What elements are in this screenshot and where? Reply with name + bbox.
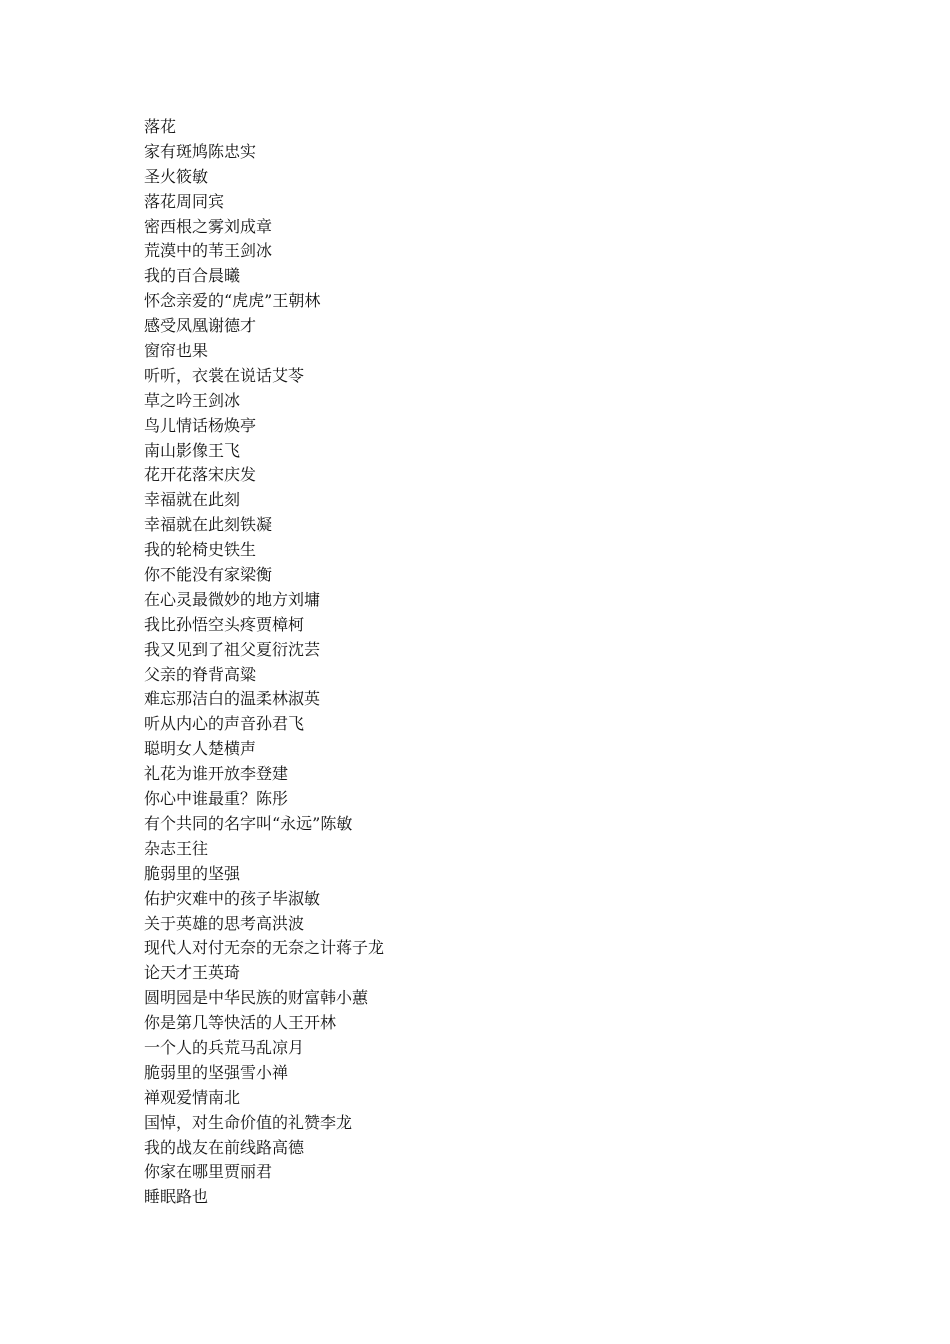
list-item: 难忘那洁白的温柔林淑英 bbox=[144, 689, 321, 709]
list-item: 佑护灾难中的孩子毕淑敏 bbox=[144, 888, 321, 908]
list-item: 我的战友在前线路高德 bbox=[144, 1137, 305, 1157]
list-item: 睡眠路也 bbox=[144, 1187, 209, 1207]
list-item: 我的百合晨曦 bbox=[144, 266, 241, 286]
list-item: 密西根之雾刘成章 bbox=[144, 216, 273, 236]
list-item: 花开花落宋庆发 bbox=[144, 465, 257, 485]
list-item: 南山影像王飞 bbox=[144, 440, 241, 460]
list-item: 圆明园是中华民族的财富韩小蕙 bbox=[144, 988, 369, 1008]
list-item: 鸟儿情话杨焕亭 bbox=[144, 415, 257, 435]
list-item: 在心灵最微妙的地方刘墉 bbox=[144, 589, 321, 609]
list-item: 家有斑鸠陈忠实 bbox=[144, 141, 257, 161]
list-item: 听听，衣裳在说话艾苓 bbox=[144, 365, 305, 385]
list-item: 有个共同的名字叫“永远”陈敏 bbox=[144, 813, 353, 833]
list-item: 聪明女人楚横声 bbox=[144, 739, 257, 759]
list-item: 幸福就在此刻铁凝 bbox=[144, 515, 273, 535]
list-item: 礼花为谁开放李登建 bbox=[144, 764, 289, 784]
list-item: 现代人对付无奈的无奈之计蒋子龙 bbox=[144, 938, 385, 958]
list-item: 荒漠中的苇王剑冰 bbox=[144, 241, 273, 261]
list-item: 我比孙悟空头疼贾樟柯 bbox=[144, 614, 305, 634]
list-item: 你是第几等快活的人王开林 bbox=[144, 1013, 337, 1033]
list-item: 你家在哪里贾丽君 bbox=[144, 1162, 273, 1182]
list-item: 你心中谁最重？陈彤 bbox=[144, 789, 289, 809]
list-item: 一个人的兵荒马乱凉月 bbox=[144, 1037, 305, 1057]
list-item: 关于英雄的思考高洪波 bbox=[144, 913, 305, 933]
list-item: 我的轮椅史铁生 bbox=[144, 540, 257, 560]
list-item: 国悼，对生命价值的礼赞李龙 bbox=[144, 1112, 353, 1132]
list-item: 怀念亲爱的“虎虎”王朝林 bbox=[144, 291, 321, 311]
list-item: 脆弱里的坚强 bbox=[144, 863, 241, 883]
list-item: 脆弱里的坚强雪小禅 bbox=[144, 1062, 289, 1082]
list-item: 禅观爱情南北 bbox=[144, 1087, 241, 1107]
list-item: 幸福就在此刻 bbox=[144, 490, 241, 510]
list-item: 你不能没有家梁衡 bbox=[144, 565, 273, 585]
list-item: 落花周同宾 bbox=[144, 191, 225, 211]
list-item: 论天才王英琦 bbox=[144, 963, 241, 983]
list-item: 落花 bbox=[144, 117, 177, 136]
list-item: 草之吟王剑冰 bbox=[144, 390, 241, 410]
list-item: 杂志王往 bbox=[144, 838, 209, 858]
list-item: 我又见到了祖父夏衍沈芸 bbox=[144, 639, 321, 659]
article-title-list bbox=[144, 115, 384, 1210]
list-item: 圣火筱敏 bbox=[144, 166, 209, 186]
list-item: 听从内心的声音孙君飞 bbox=[144, 714, 305, 734]
list-item: 感受凤凰谢德才 bbox=[144, 316, 257, 336]
list-item: 父亲的脊背高粱 bbox=[144, 664, 257, 684]
list-item: 窗帘也果 bbox=[144, 341, 209, 361]
